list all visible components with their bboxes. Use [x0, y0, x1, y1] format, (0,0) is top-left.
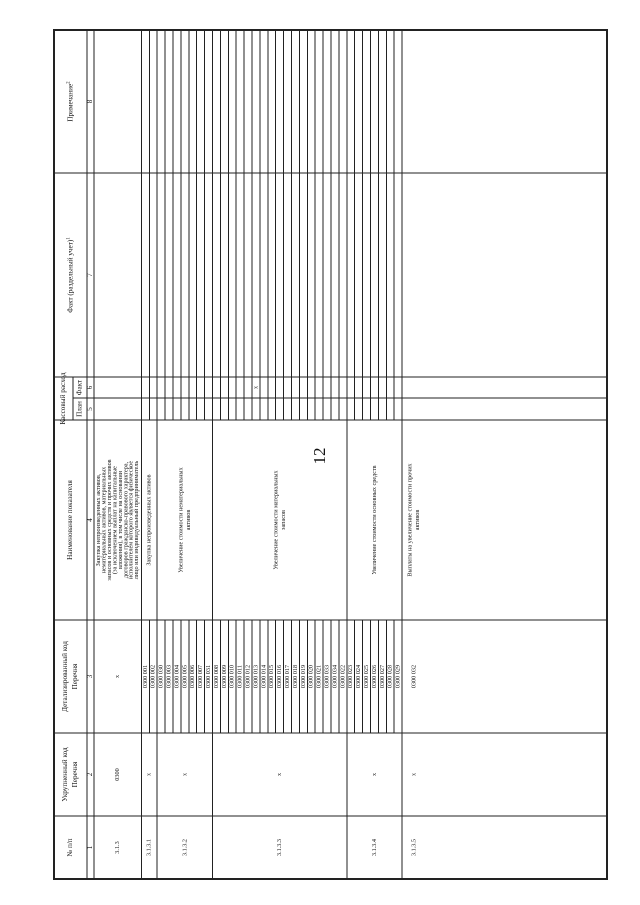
column-number: 5 — [86, 407, 95, 411]
column-number: 1 — [86, 845, 95, 850]
indicator-name-line: Выплаты на увеличение стоимости прочих — [406, 463, 414, 577]
detail-code: 0300 032 — [410, 664, 418, 689]
column-number: 7 — [86, 273, 95, 277]
indicator-name-line: активов — [184, 509, 192, 531]
column-number: 2 — [86, 772, 95, 777]
header-fakt: Факт — [75, 379, 84, 396]
header-col2-line2: Перечня — [71, 761, 80, 788]
indicator-name-line: запасов и основных средств и прочих активов — [105, 459, 113, 581]
indicator-name-line: Закупка непроизведенных активов, — [95, 473, 103, 567]
detail-code: x — [114, 674, 122, 679]
detail-code: 0300 001 — [141, 664, 149, 689]
detail-code: 0300 004 — [173, 664, 181, 689]
column-number: 6 — [86, 385, 95, 390]
indicator-name-line: вложения), в том числе на основании — [116, 470, 124, 570]
column-number: 3 — [86, 674, 95, 679]
detail-code: 0300 007 — [197, 664, 205, 689]
cell-mark: x — [252, 385, 260, 390]
detail-code: 0300 011 — [236, 665, 244, 688]
detail-code: 0300 013 — [252, 664, 260, 689]
row-number: 3.1.3.2 — [181, 838, 189, 857]
header-col8 — [66, 81, 74, 122]
detail-code: 0300 009 — [220, 664, 228, 689]
row-ukrupnenny-kod: x — [276, 772, 284, 777]
detail-code: 0300 028 — [386, 664, 394, 689]
indicator-name-line: запасов — [279, 510, 287, 530]
row-number: 3.1.3.4 — [370, 838, 378, 857]
detail-code: 0300 030 — [157, 664, 165, 689]
detail-code: 0300 026 — [370, 664, 378, 689]
indicator-name-line: договоров гражданско-правового характера, — [122, 461, 130, 579]
detail-code: 0300 017 — [283, 664, 291, 689]
header-col7-footnote: 1 — [66, 237, 72, 240]
header-col4: Наименование показателя — [66, 480, 75, 560]
header-kassovy: Кассовый расход — [59, 372, 68, 425]
header-col8-footnote: 2 — [66, 81, 72, 84]
detail-code: 0300 006 — [189, 664, 197, 689]
page-number-text: 12 — [310, 447, 329, 465]
row-number: 3.1.3.1 — [145, 838, 153, 857]
header-col3-line2: Перечня — [71, 663, 80, 690]
detail-code: 0300 033 — [323, 664, 331, 689]
detail-code: 0300 034 — [331, 664, 339, 689]
detail-code: 0300 010 — [228, 664, 236, 689]
detail-code: 0300 015 — [268, 664, 276, 689]
header-col1: № п/п — [66, 838, 75, 857]
indicator-name-line: (за исключением выплат на капитальные — [111, 466, 119, 574]
detail-code: 0300 021 — [315, 664, 323, 689]
row-ukrupnenny-kod: x — [181, 772, 189, 777]
detail-code: 0300 003 — [165, 664, 173, 689]
detail-code: 0300 012 — [244, 664, 252, 689]
indicator-name-line: Закупка непроизведенных активов — [145, 474, 153, 566]
detail-code: 0300 016 — [276, 664, 284, 689]
detail-code: 0300 024 — [355, 664, 363, 689]
detail-code: 0300 019 — [299, 664, 307, 689]
detail-code: 0300 027 — [378, 664, 386, 689]
indicator-name-line: исполнителем которого является физическое — [127, 460, 135, 580]
row-ukrupnenny-kod: x — [410, 772, 418, 777]
detail-code: 0300 008 — [212, 664, 220, 689]
header-col7 — [66, 237, 74, 313]
detail-code: 0300 025 — [362, 664, 370, 689]
detail-code: 0300 023 — [347, 664, 355, 689]
detail-code: 0300 002 — [149, 664, 157, 689]
column-number: 4 — [86, 518, 95, 522]
row-number: 3.1.3 — [114, 841, 122, 854]
indicator-name-line: Увеличение стоимости нематериальных — [177, 467, 185, 573]
row-ukrupnenny-kod: x — [370, 772, 378, 777]
indicator-name-line: Увеличение стоимости материальных — [272, 470, 280, 570]
indicator-name-line: лицо или индивидуальный предприниматель — [133, 460, 141, 580]
detail-code: 0300 005 — [181, 664, 189, 689]
detail-code: 0300 018 — [291, 664, 299, 689]
column-number: 8 — [86, 99, 95, 104]
header-col3-line1: Детализированный код — [61, 641, 70, 712]
detail-code: 0300 031 — [204, 664, 212, 689]
detail-code: 0300 029 — [394, 664, 402, 689]
indicator-name-line: нематериальных активов, материальных — [100, 466, 108, 574]
header-col2-line1: Укрупненный код — [61, 747, 70, 802]
header-plan: План — [75, 401, 84, 417]
row-ukrupnenny-kod: 0300 — [114, 768, 122, 781]
row-number: 3.1.3.3 — [276, 838, 284, 857]
row-ukrupnenny-kod: x — [145, 772, 153, 777]
indicator-name-line: активов — [414, 509, 422, 531]
header-col7-text: Факт (раздельный учет) — [66, 239, 75, 313]
row-number: 3.1.3.5 — [410, 838, 418, 857]
detail-code: 0300 020 — [307, 664, 315, 689]
indicator-name-line: Увеличение стоимости основных средств — [370, 465, 378, 575]
detail-code: 0300 014 — [260, 664, 268, 689]
header-col8-text: Примечание — [66, 83, 75, 122]
detail-code: 0300 022 — [339, 664, 347, 689]
